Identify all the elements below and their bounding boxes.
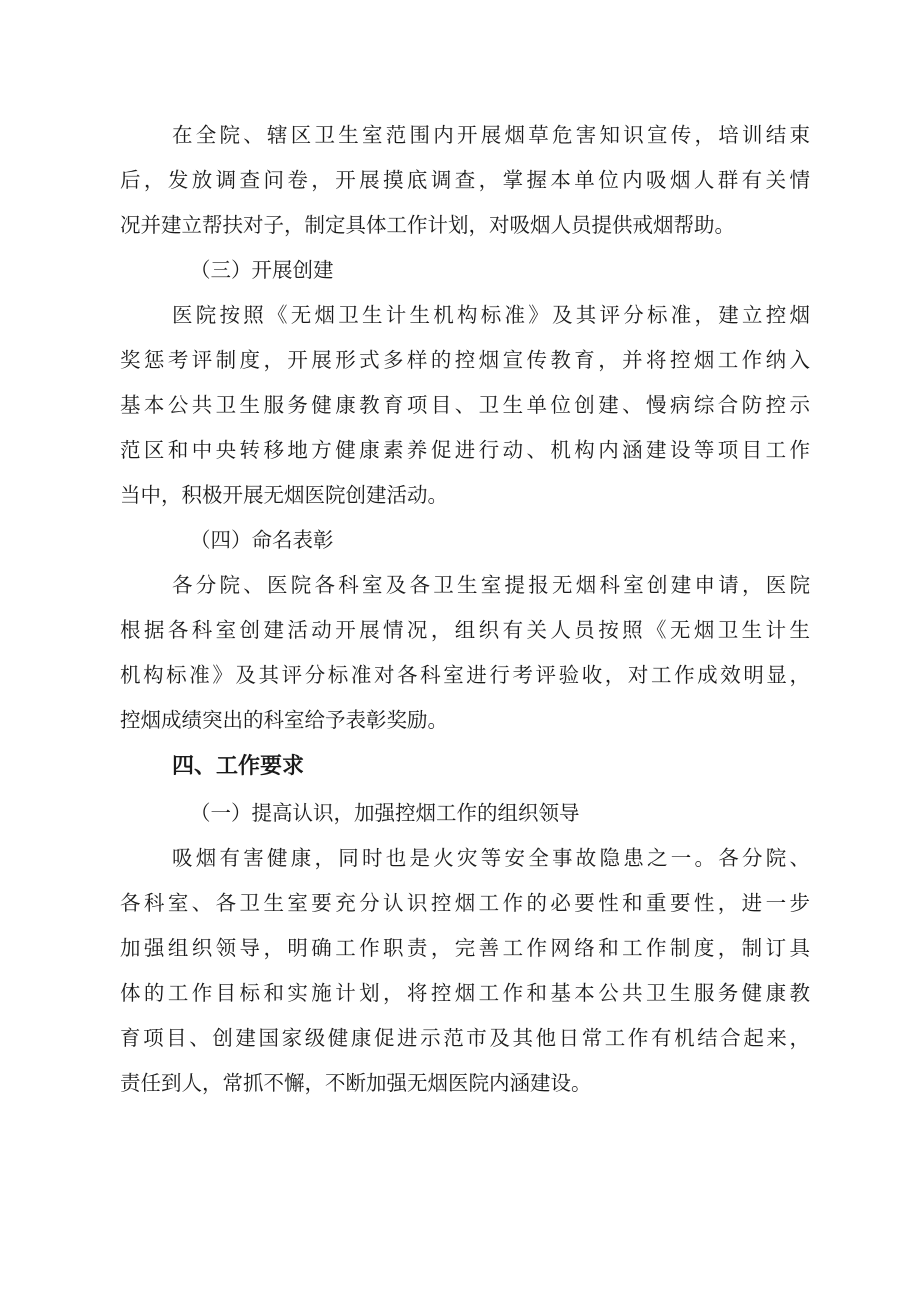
text-line: 各科室、各卫生室要充分认识控烟工作的必要性和重要性，进一步 xyxy=(120,891,810,915)
subheading-create: （三）开展创建 xyxy=(190,258,334,282)
text-line: 育项目、创建国家级健康促进示范市及其他日常工作有机结合起来， xyxy=(120,1026,810,1050)
text-line: 责任到人，常抓不懈，不断加强无烟医院内涵建设。 xyxy=(120,1071,592,1095)
text-line: 根据各科室创建活动开展情况，组织有关人员按照《无烟卫生计生 xyxy=(120,618,810,642)
paragraph-awareness xyxy=(120,836,810,1106)
text-line: 加强组织领导，明确工作职责，完善工作网络和工作制度，制订具 xyxy=(120,936,810,960)
text-line: 在全院、辖区卫生室范围内开展烟草危害知识宣传，培训结束 xyxy=(172,123,810,147)
subheading-awareness: （一）提高认识，加强控烟工作的组织领导 xyxy=(190,801,580,825)
text-line: 体的工作目标和实施计划，将控烟工作和基本公共卫生服务健康教 xyxy=(120,981,810,1005)
subheading-commendation: （四）命名表彰 xyxy=(190,528,334,552)
text-line: 当中，积极开展无烟医院创建活动。 xyxy=(120,483,448,507)
text-line: 机构标准》及其评分标准对各科室进行考评验收，对工作成效明显， xyxy=(120,663,810,687)
text-line: 医院按照《无烟卫生计生机构标准》及其评分标准，建立控烟 xyxy=(172,303,810,327)
text-line: 基本公共卫生服务健康教育项目、卫生单位创建、慢病综合防控示 xyxy=(120,393,810,417)
text-line: 后，发放调查问卷，开展摸底调查，掌握本单位内吸烟人群有关情 xyxy=(120,168,810,192)
text-line: 况并建立帮扶对子，制定具体工作计划，对吸烟人员提供戒烟帮助。 xyxy=(120,213,735,237)
section-heading-requirements: 四、工作要求 xyxy=(172,754,305,779)
text-line: 范区和中央转移地方健康素养促进行动、机构内涵建设等项目工作 xyxy=(120,438,810,462)
paragraph-create xyxy=(120,293,810,518)
paragraph-commendation xyxy=(120,563,810,743)
text-line: 奖惩考评制度，开展形式多样的控烟宣传教育，并将控烟工作纳入 xyxy=(120,348,810,372)
document-body xyxy=(120,113,810,1106)
paragraph-survey xyxy=(120,113,810,248)
text-line: 各分院、医院各科室及各卫生室提报无烟科室创建申请，医院 xyxy=(172,573,810,597)
text-line: 吸烟有害健康，同时也是火灾等安全事故隐患之一。各分院、 xyxy=(172,846,810,870)
text-line: 控烟成绩突出的科室给予表彰奖励。 xyxy=(120,708,448,732)
